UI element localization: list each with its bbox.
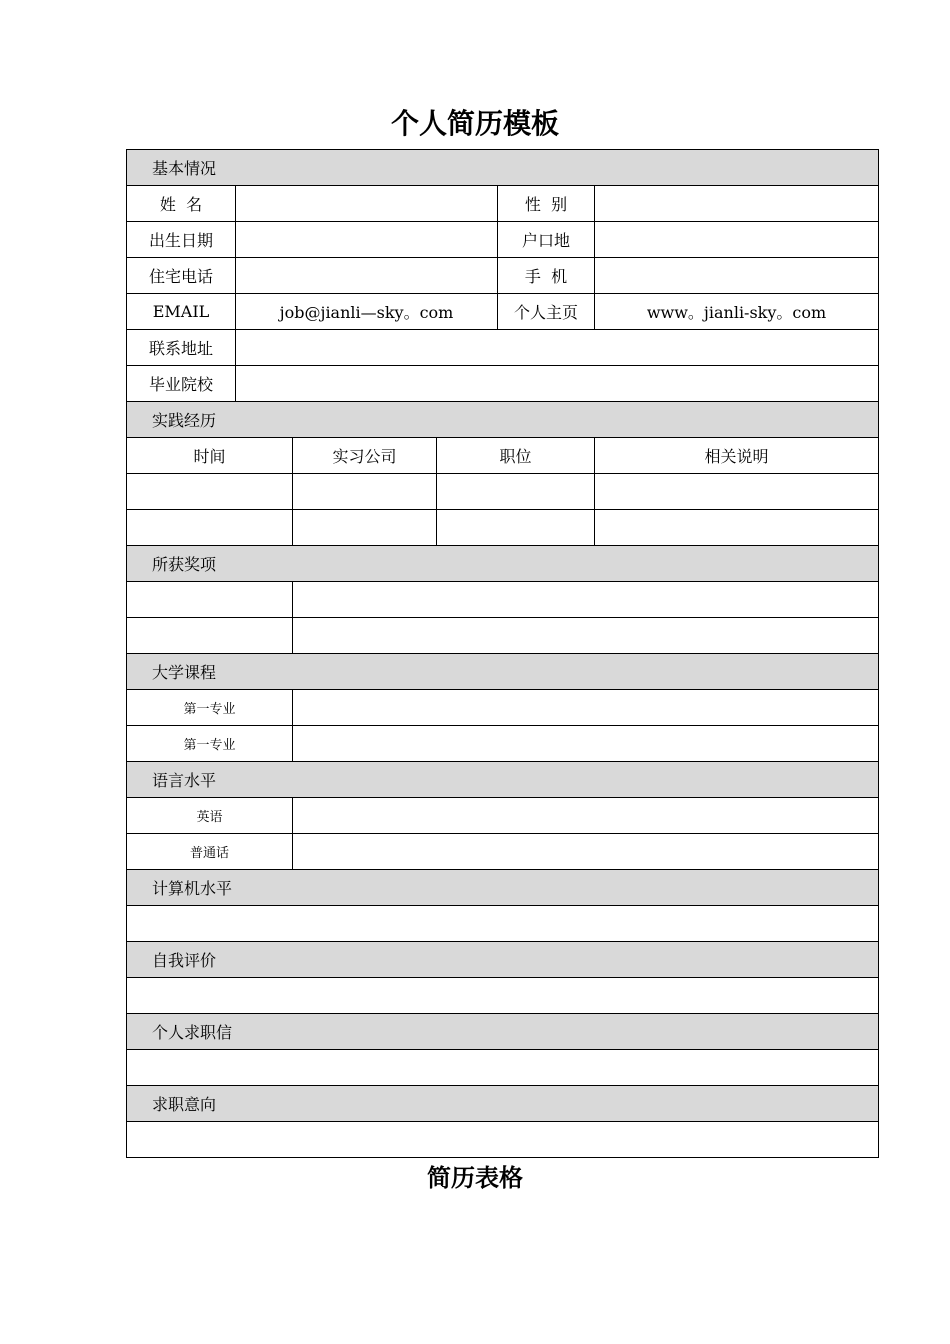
resume-table	[126, 149, 879, 1158]
award-detail-cell[interactable]	[293, 582, 879, 618]
section-practice-row	[127, 402, 879, 438]
section-header-language: 语言水平	[127, 762, 879, 798]
gender-field[interactable]	[595, 186, 879, 222]
section-basic-row	[127, 150, 879, 186]
practice-position-cell[interactable]	[437, 510, 595, 546]
practice-time-cell[interactable]	[127, 474, 293, 510]
section-awards-row	[127, 546, 879, 582]
section-language-row	[127, 762, 879, 798]
name-label: 姓 名	[127, 186, 236, 222]
document-footer-title: 简历表格	[427, 1163, 523, 1192]
basic-row-birth	[127, 222, 879, 258]
mobile-field[interactable]	[595, 258, 879, 294]
intention-content-row	[127, 1122, 879, 1158]
intention-field[interactable]	[127, 1122, 879, 1158]
section-header-courses: 大学课程	[127, 654, 879, 690]
section-header-basic: 基本情况	[127, 150, 879, 186]
language-english-label: 英语	[127, 798, 293, 834]
home-phone-label: 住宅电话	[127, 258, 236, 294]
practice-company-cell[interactable]	[293, 474, 437, 510]
language-mandarin-label: 普通话	[127, 834, 293, 870]
homepage-field[interactable]: www。jianli-sky。com	[595, 294, 879, 330]
column-header-company: 实习公司	[293, 438, 437, 474]
school-label: 毕业院校	[127, 366, 236, 402]
practice-description-cell[interactable]	[595, 474, 879, 510]
practice-time-cell[interactable]	[127, 510, 293, 546]
mobile-label: 手 机	[498, 258, 595, 294]
award-detail-cell[interactable]	[293, 618, 879, 654]
courses-row	[127, 726, 879, 762]
document-title: 个人简历模板	[390, 107, 559, 140]
address-field[interactable]	[236, 330, 879, 366]
basic-row-phone	[127, 258, 879, 294]
language-mandarin-field[interactable]	[293, 834, 879, 870]
courses-row	[127, 690, 879, 726]
cover-letter-field[interactable]	[127, 1050, 879, 1086]
section-intention-row	[127, 1086, 879, 1122]
course-major-label: 第一专业	[127, 726, 293, 762]
email-label: EMAIL	[127, 294, 236, 330]
column-header-time: 时间	[127, 438, 293, 474]
computer-content-row	[127, 906, 879, 942]
course-major-label: 第一专业	[127, 690, 293, 726]
home-phone-field[interactable]	[236, 258, 498, 294]
course-major-field[interactable]	[293, 726, 879, 762]
section-header-awards: 所获奖项	[127, 546, 879, 582]
section-self-eval-row	[127, 942, 879, 978]
practice-row	[127, 510, 879, 546]
section-header-computer: 计算机水平	[127, 870, 879, 906]
cover-letter-content-row	[127, 1050, 879, 1086]
section-header-self-eval: 自我评价	[127, 942, 879, 978]
birth-field[interactable]	[236, 222, 498, 258]
basic-row-address	[127, 330, 879, 366]
hukou-field[interactable]	[595, 222, 879, 258]
basic-row-name	[127, 186, 879, 222]
section-computer-row	[127, 870, 879, 906]
section-header-practice: 实践经历	[127, 402, 879, 438]
email-field[interactable]: job@jianli—sky。com	[236, 294, 498, 330]
hukou-label: 户口地	[498, 222, 595, 258]
course-major-field[interactable]	[293, 690, 879, 726]
section-cover-letter-row	[127, 1014, 879, 1050]
practice-position-cell[interactable]	[437, 474, 595, 510]
column-header-position: 职位	[437, 438, 595, 474]
gender-label: 性 别	[498, 186, 595, 222]
school-field[interactable]	[236, 366, 879, 402]
basic-row-school	[127, 366, 879, 402]
column-header-description: 相关说明	[595, 438, 879, 474]
practice-description-cell[interactable]	[595, 510, 879, 546]
language-row	[127, 834, 879, 870]
language-english-field[interactable]	[293, 798, 879, 834]
birth-label: 出生日期	[127, 222, 236, 258]
computer-field[interactable]	[127, 906, 879, 942]
practice-row	[127, 474, 879, 510]
awards-row	[127, 582, 879, 618]
name-field[interactable]	[236, 186, 498, 222]
section-header-cover-letter: 个人求职信	[127, 1014, 879, 1050]
self-eval-content-row	[127, 978, 879, 1014]
homepage-label: 个人主页	[498, 294, 595, 330]
language-row	[127, 798, 879, 834]
address-label: 联系地址	[127, 330, 236, 366]
basic-row-email	[127, 294, 879, 330]
award-name-cell[interactable]	[127, 582, 293, 618]
practice-company-cell[interactable]	[293, 510, 437, 546]
awards-row	[127, 618, 879, 654]
section-header-intention: 求职意向	[127, 1086, 879, 1122]
award-name-cell[interactable]	[127, 618, 293, 654]
section-courses-row	[127, 654, 879, 690]
self-eval-field[interactable]	[127, 978, 879, 1014]
practice-column-header-row	[127, 438, 879, 474]
